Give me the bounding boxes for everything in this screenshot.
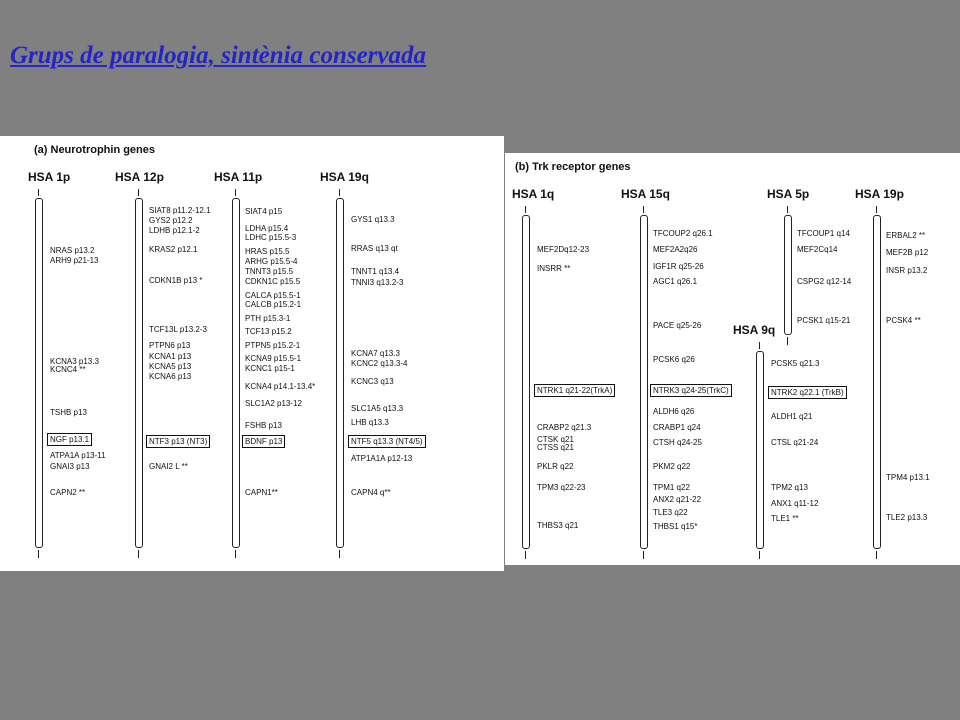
gene-label: KCNC2 q13.3-4 <box>351 359 408 368</box>
gene-label: PKM2 q22 <box>653 462 691 471</box>
gene-label: TLE3 q22 <box>653 508 688 517</box>
gene-label: KRAS2 p12.1 <box>149 245 198 254</box>
gene-label: CAPN4 q** <box>351 488 391 497</box>
gene-label: NRAS p13.2 <box>50 246 95 255</box>
gene-label: CAPN2 ** <box>50 488 86 497</box>
gene-label: ATPA1A p13-11 <box>50 451 106 460</box>
chromosome-label-hsa-1q: HSA 1q <box>512 187 555 201</box>
chromosome-bar-hsa-15q <box>640 215 648 549</box>
gene-label: GYS1 q13.3 <box>351 215 395 224</box>
panel-b-title: (b) Trk receptor genes <box>515 161 631 173</box>
chromosome-tick-top <box>339 189 340 196</box>
gene-label: KCNC1 p15-1 <box>245 364 295 373</box>
gene-label: GYS2 p12.2 <box>149 216 193 225</box>
gene-label: TNNT1 q13.4 <box>351 267 400 276</box>
gene-label: LDHB p12.1-2 <box>149 226 200 235</box>
gene-label: INSR p13.2 <box>886 266 928 275</box>
gene-label: TPM1 q22 <box>653 483 690 492</box>
gene-label: KCNA1 p13 <box>149 352 192 361</box>
chromosome-label-hsa-19q: HSA 19q <box>320 170 369 184</box>
chromosome-tick-top <box>876 206 877 213</box>
chromosome-tick-top <box>138 189 139 196</box>
gene-label: MEF2A2q26 <box>653 245 698 254</box>
gene-label: TCF13 p15.2 <box>245 327 292 336</box>
chromosome-tick-bottom <box>787 337 788 345</box>
chromosome-bar-hsa-5p <box>784 215 792 335</box>
gene-label: MEF2Dq12-23 <box>537 245 590 254</box>
chromosome-label-hsa-9q: HSA 9q <box>733 323 776 337</box>
gene-label: TFCOUP2 q26.1 <box>653 229 713 238</box>
gene-label: KCNA9 p15.5-1 <box>245 354 302 363</box>
gene-label: KCNA4 p14.1-13.4* <box>245 382 316 391</box>
gene-label: CDKN1B p13 * <box>149 276 203 285</box>
panel-a-title: (a) Neurotrophin genes <box>34 144 156 156</box>
gene-label: PCSK6 q26 <box>653 355 695 364</box>
gene-label: ALDH1 q21 <box>771 412 813 421</box>
gene-label: GNAI3 p13 <box>50 462 90 471</box>
gene-label: PTH p15.3-1 <box>245 314 291 323</box>
chromosome-bar-hsa-11p <box>232 198 240 548</box>
gene-label: PTPN5 p15.2-1 <box>245 341 301 350</box>
gene-label: KCNA5 p13 <box>149 362 192 371</box>
gene-label: THBS1 q15* <box>653 522 698 531</box>
gene-label: ARHG p15.5-4 <box>245 257 298 266</box>
gene-label: RRAS q13 qt <box>351 244 398 253</box>
gene-label: CTSL q21-24 <box>771 438 819 447</box>
gene-label: TSHB p13 <box>50 408 87 417</box>
gene-label: IGF1R q25-26 <box>653 262 704 271</box>
chromosome-tick-bottom <box>643 551 644 559</box>
chromosome-tick-bottom <box>138 550 139 558</box>
gene-label: KCNC3 q13 <box>351 377 394 386</box>
gene-label: TCF13L p13.2-3 <box>149 325 207 334</box>
gene-label: CTSH q24-25 <box>653 438 702 447</box>
gene-label: CRABP2 q21.3 <box>537 423 592 432</box>
gene-label: ARH9 p21-13 <box>50 256 99 265</box>
gene-label: ALDH6 q26 <box>653 407 695 416</box>
chromosome-tick-top <box>759 342 760 349</box>
chromosome-tick-bottom <box>759 551 760 559</box>
gene-label: SLC1A5 q13.3 <box>351 404 404 413</box>
chromosome-tick-top <box>525 206 526 213</box>
chromosome-bar-hsa-1p <box>35 198 43 548</box>
gene-label: CDKN1C p15.5 <box>245 277 301 286</box>
gene-label: PACE q25-26 <box>653 321 702 330</box>
trk-receptor-genes-panel <box>505 153 960 565</box>
chromosome-bar-hsa-19q <box>336 198 344 548</box>
gene-label: CRABP1 q24 <box>653 423 701 432</box>
slide-title: Grups de paralogia, sintènia conservada <box>10 42 427 69</box>
gene-label: THBS3 q21 <box>537 521 579 530</box>
chromosome-bar-hsa-9q <box>756 351 764 549</box>
chromosome-tick-bottom <box>525 551 526 559</box>
highlighted-gene-label: NGF p13.1 <box>47 433 92 446</box>
gene-label: CAPN1** <box>245 488 278 497</box>
gene-label: KCNC4 ** <box>50 365 86 374</box>
gene-label: ATP1A1A p12-13 <box>351 454 413 463</box>
chromosome-bar-hsa-12p <box>135 198 143 548</box>
gene-label: KCNA7 q13.3 <box>351 349 400 358</box>
gene-label: ANX1 q11-12 <box>771 499 819 508</box>
gene-label: LHB q13.3 <box>351 418 389 427</box>
chromosome-label-hsa-19p: HSA 19p <box>855 187 904 201</box>
chromosome-tick-bottom <box>339 550 340 558</box>
gene-label: ANX2 q21-22 <box>653 495 702 504</box>
gene-label: CALCA p15.5-1 <box>245 291 301 300</box>
chromosome-label-hsa-5p: HSA 5p <box>767 187 810 201</box>
highlighted-gene-label: NTRK2 q22.1 (TrkB) <box>768 386 847 399</box>
chromosome-tick-top <box>235 189 236 196</box>
gene-label: LDHC p15.5-3 <box>245 233 297 242</box>
gene-label: CTSS q21 <box>537 443 574 452</box>
gene-label: FSHB p13 <box>245 421 282 430</box>
chromosome-label-hsa-11p: HSA 11p <box>214 170 263 184</box>
gene-label: INSRR ** <box>537 264 571 273</box>
highlighted-gene-label: NTRK1 q21-22(TrkA) <box>534 384 615 397</box>
chromosome-tick-bottom <box>876 551 877 559</box>
highlighted-gene-label: BDNF p13 <box>242 435 285 448</box>
gene-label: CALCB p15.2-1 <box>245 300 302 309</box>
gene-label: MEF2B p12 <box>886 248 929 257</box>
gene-label: HRAS p15.5 <box>245 247 290 256</box>
chromosome-label-hsa-12p: HSA 12p <box>115 170 164 184</box>
gene-label: TPM2 q13 <box>771 483 808 492</box>
chromosome-tick-bottom <box>235 550 236 558</box>
chromosome-tick-top <box>38 189 39 196</box>
gene-label: PKLR q22 <box>537 462 574 471</box>
gene-label: CSPG2 q12-14 <box>797 277 852 286</box>
gene-label: LDHA p15.4 <box>245 224 289 233</box>
gene-label: SIAT8 p11.2-12.1 <box>149 206 211 215</box>
chromosome-bar-hsa-1q <box>522 215 530 549</box>
chromosome-bar-hsa-19p <box>873 215 881 549</box>
gene-label: TPM4 p13.1 <box>886 473 930 482</box>
gene-label: TLE2 p13.3 <box>886 513 928 522</box>
gene-label: TFCOUP1 q14 <box>797 229 850 238</box>
gene-label: SLC1A2 p13-12 <box>245 399 302 408</box>
chromosome-tick-bottom <box>38 550 39 558</box>
highlighted-gene-label: NTF5 q13.3 (NT4/5) <box>348 435 426 448</box>
chromosome-tick-top <box>643 206 644 213</box>
chromosome-label-hsa-1p: HSA 1p <box>28 170 71 184</box>
gene-label: AGC1 q26.1 <box>653 277 698 286</box>
highlighted-gene-label: NTF3 p13 (NT3) <box>146 435 210 448</box>
gene-label: PCSK4 ** <box>886 316 921 325</box>
chromosome-label-hsa-15q: HSA 15q <box>621 187 670 201</box>
gene-label: PTPN6 p13 <box>149 341 191 350</box>
gene-label: PCSK1 q15-21 <box>797 316 851 325</box>
gene-label: SIAT4 p15 <box>245 207 283 216</box>
gene-label: PCSK5 q21.3 <box>771 359 820 368</box>
gene-label: TLE1 ** <box>771 514 799 523</box>
gene-label: TNNI3 q13.2-3 <box>351 278 404 287</box>
gene-label: TPM3 q22-23 <box>537 483 586 492</box>
gene-label: TNNT3 p15.5 <box>245 267 294 276</box>
gene-label: KCNA6 p13 <box>149 372 192 381</box>
gene-label: ERBAL2 ** <box>886 231 926 240</box>
gene-label: MEF2Cq14 <box>797 245 838 254</box>
highlighted-gene-label: NTRK3 q24-25(TrkC) <box>650 384 732 397</box>
chromosome-tick-top <box>787 206 788 213</box>
gene-label: KCNA3 p13.3 <box>50 357 99 366</box>
gene-label: GNAI2 L ** <box>149 462 188 471</box>
neurotrophin-genes-panel <box>0 136 504 571</box>
gene-label: CTSK q21 <box>537 435 574 444</box>
